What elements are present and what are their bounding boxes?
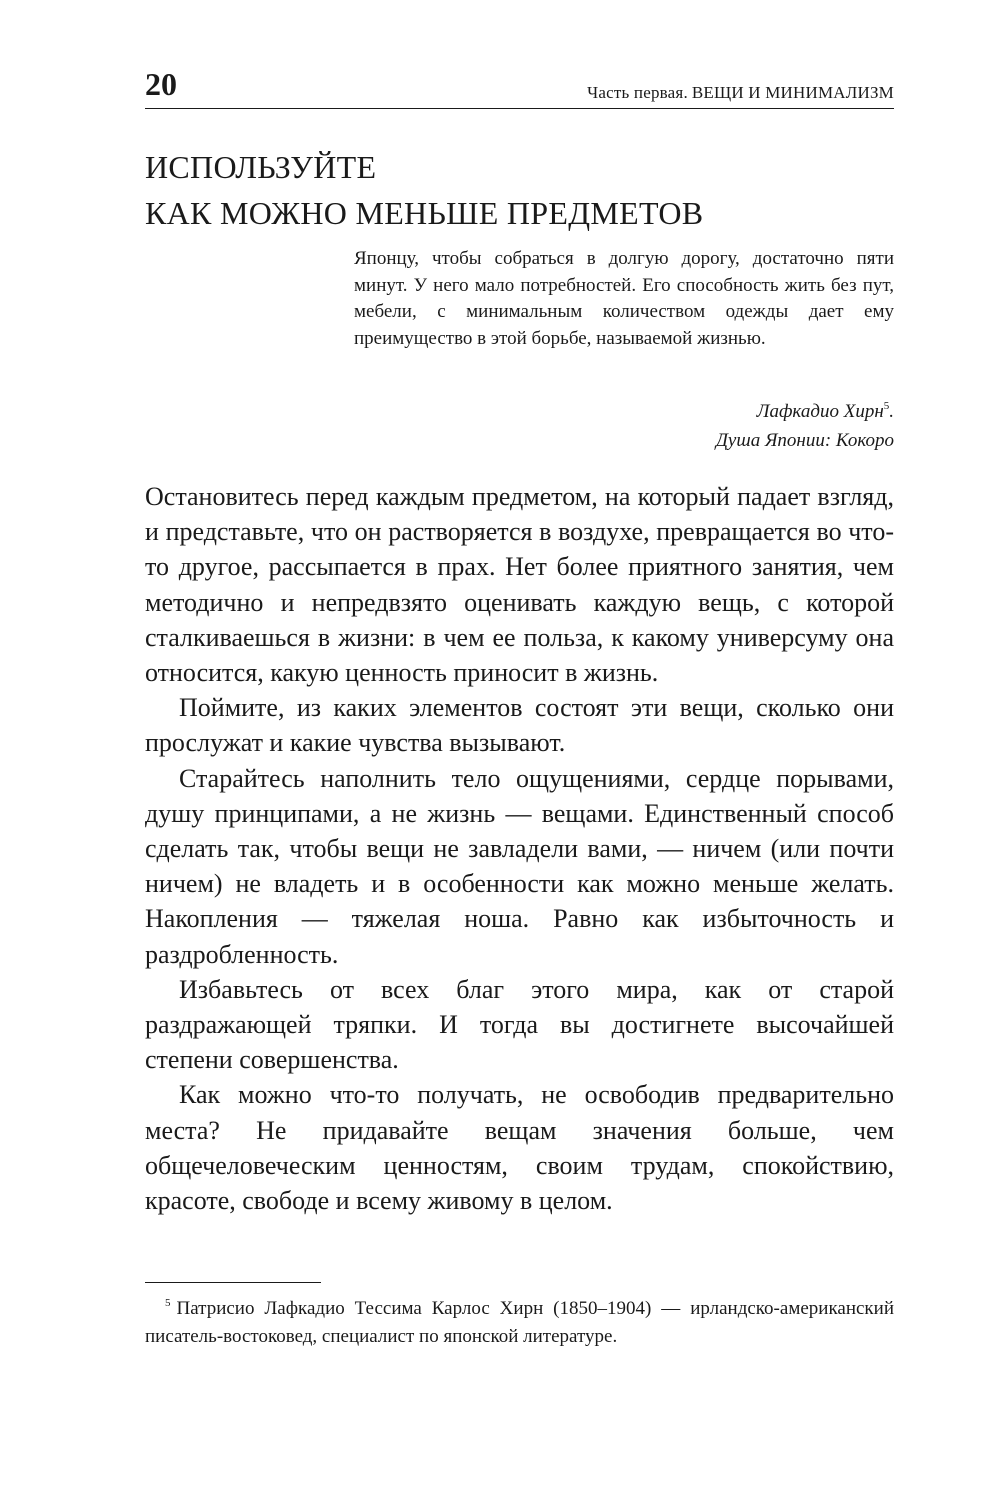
epigraph-attribution: [716, 392, 894, 455]
body-paragraph: Старайтесь наполнить тело ощущениями, сердце порывами, душу принципами, а не жизнь — вещами. Единственный способ сделать так, чтобы вещи не завладели вами, — ничем (или почти ничем) не владеть и в особенности как можно меньше желать. Накопления — тяжелая ноша. Равно как избыточность и раздробленность.: [145, 763, 894, 969]
epigraph-author-line: [716, 392, 894, 426]
footnote-reference[interactable]: 5: [883, 400, 890, 412]
page-number: 20: [145, 66, 177, 102]
body-paragraph: Избавьтесь от всех благ этого мира, как от старой раздражающей тряпки. И тогда вы достигнете высочайшей степени совершенства.: [145, 974, 894, 1075]
footnote-entry: [145, 1290, 894, 1350]
chapter-title: [145, 144, 894, 236]
chapter-title-line-2: КАК МОЖНО МЕНЬШЕ ПРЕДМЕТОВ: [145, 195, 704, 231]
body-text: [145, 479, 894, 1218]
epigraph-author: Лафкадио Хирн: [756, 401, 884, 422]
body-paragraph: Поймите, из каких элементов состоят эти вещи, сколько они прослужат и какие чувства вызывают.: [145, 693, 894, 758]
footnote-text: Патрисио Лафкадио Тессима Карлос Хирн (1850–1904) — ирландско-американский писатель-востоковед, специалист по японской литературе.: [145, 1298, 894, 1347]
running-head-part-label: Часть первая.: [587, 83, 688, 102]
chapter-title-line-1: ИСПОЛЬЗУЙТЕ: [145, 149, 377, 185]
epigraph-text: Японцу, чтобы собраться в долгую дорогу, достаточно пяти минут. У него мало потребностей. Его способность жить без пут, мебели, с минимальным количеством одежды дает ему преимущество в этой борьбе, называемой жизнью.: [354, 248, 894, 349]
footnote-number: 5: [165, 1297, 171, 1309]
epigraph-author-suffix: .: [889, 401, 894, 422]
footnote: [145, 1290, 894, 1350]
running-head-part-title: ВЕЩИ И МИНИМАЛИЗМ: [691, 83, 894, 102]
footnote-rule: [145, 1282, 321, 1283]
epigraph-source: Душа Японии: Кокоро: [715, 430, 894, 451]
running-head: [587, 84, 894, 101]
header-rule: [145, 108, 894, 109]
epigraph: [354, 246, 894, 352]
body-paragraph: Остановитесь перед каждым предметом, на который падает взгляд, и представьте, что он растворяется в воздухе, превращается во что-то другое, рассыпается в прах. Нет более приятного занятия, чем методично и непредвзято оценивать каждую вещь, с которой сталкиваешься в жизни: в чем ее польза, к какому универсуму она относится, какую ценность приносит в жизнь.: [145, 482, 894, 688]
body-paragraph: Как можно что-то получать, не освободив предварительно места? Не придавайте вещам значения больше, чем общечеловеческим ценностям, своим трудам, спокойствию, красоте, свободе и всему живому в целом.: [145, 1080, 894, 1216]
